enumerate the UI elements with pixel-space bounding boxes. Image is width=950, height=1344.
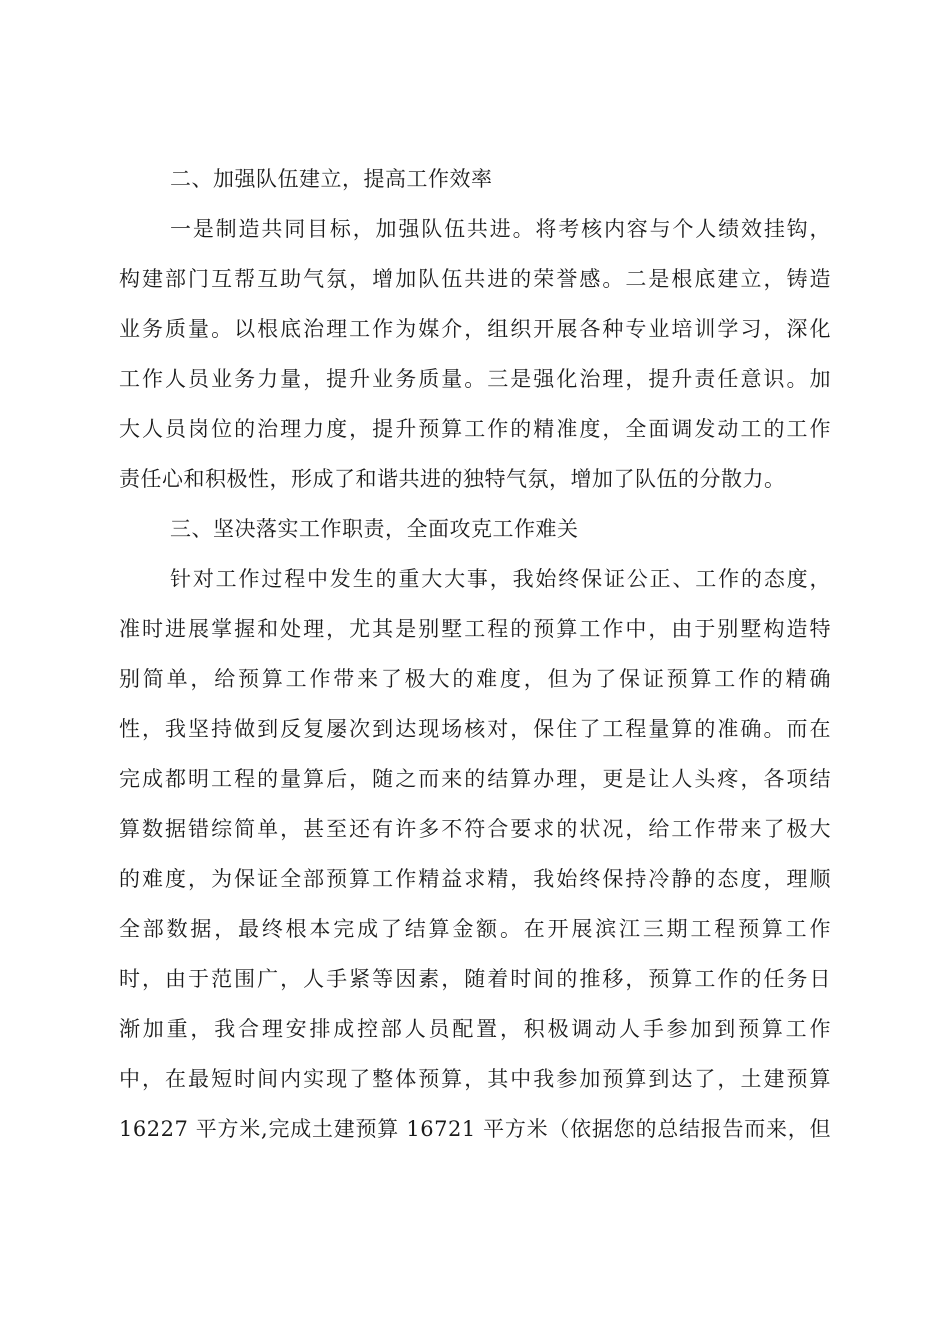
paragraph-line: 一是制造共同目标，加强队伍共进。将考核内容与个人绩效挂钩， [170, 217, 831, 241]
paragraph-line: 完成都明工程的量算后，随之而来的结算办理，更是让人头疼，各项结 [119, 767, 831, 791]
paragraph-line: 的难度，为保证全部预算工作精益求精，我始终保持冷静的态度，理顺 [119, 867, 831, 891]
paragraph-line: 16227 平方米,完成土建预算 16721 平方米（依据您的总结报告而来，但 [119, 1117, 831, 1141]
paragraph-line: 针对工作过程中发生的重大大事，我始终保证公正、工作的态度， [170, 567, 831, 591]
paragraph-line: 别简单，给预算工作带来了极大的难度，但为了保证预算工作的精确 [119, 667, 831, 691]
section-heading-2: 二、加强队伍建立，提高工作效率 [170, 167, 493, 191]
paragraph-line: 全部数据，最终根本完成了结算金额。在开展滨江三期工程预算工作 [119, 917, 831, 941]
paragraph-line: 责任心和积极性，形成了和谐共进的独特气氛，增加了队伍的分散力。 [119, 467, 786, 491]
paragraph-line: 时，由于范围广，人手紧等因素，随着时间的推移，预算工作的任务日 [119, 967, 831, 991]
paragraph-line: 渐加重，我合理安排成控部人员配置，积极调动人手参加到预算工作 [119, 1017, 831, 1041]
paragraph-line: 业务质量。以根底治理工作为媒介，组织开展各种专业培训学习，深化 [119, 317, 831, 341]
paragraph-line: 工作人员业务力量，提升业务质量。三是强化治理，提升责任意识。加 [119, 367, 831, 391]
paragraph-line: 算数据错综简单，甚至还有许多不符合要求的状况，给工作带来了极大 [119, 817, 831, 841]
paragraph-line: 中，在最短时间内实现了整体预算，其中我参加预算到达了，土建预算 [119, 1067, 831, 1091]
paragraph-line: 性，我坚持做到反复屡次到达现场核对，保住了工程量算的准确。而在 [119, 717, 831, 741]
paragraph-line: 大人员岗位的治理力度，提升预算工作的精准度，全面调发动工的工作 [119, 417, 831, 441]
paragraph-line: 构建部门互帮互助气氛，增加队伍共进的荣誉感。二是根底建立，铸造 [119, 267, 831, 291]
section-heading-3: 三、坚决落实工作职责，全面攻克工作难关 [170, 517, 579, 541]
paragraph-line: 准时进展掌握和处理，尤其是别墅工程的预算工作中，由于别墅构造特 [119, 617, 831, 641]
